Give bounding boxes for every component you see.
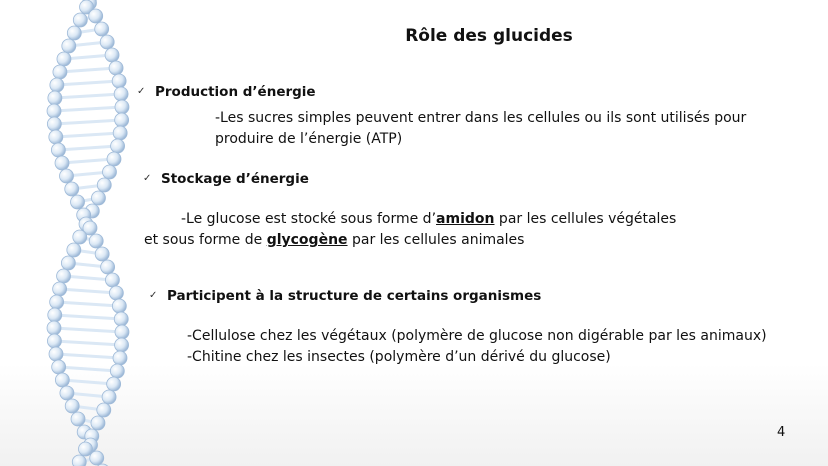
dna-bead [78,442,92,456]
dna-bead [111,139,125,153]
dna-bead [47,104,61,118]
dna-rung [54,328,122,332]
dna-bead [73,13,87,27]
dna-helix-decoration [0,0,150,466]
dna-bead [65,182,79,196]
dna-bead [67,243,81,257]
dna-bead [110,364,124,378]
dna-rung [57,302,120,306]
body-line: -Chitine chez les insectes (polymère d’un dérivé du glucose) [187,349,611,365]
dna-bead [114,87,128,101]
dna-bead [112,74,126,88]
dna-bead [65,399,79,413]
dna-bead [109,61,123,75]
text-segment: par les cellules végétales [494,211,677,227]
text-segment: -Le glucose est stocké sous forme d’ [181,211,437,227]
dna-bead [115,338,129,352]
body-line: -Cellulose chez les végétaux (polymère de glucose non digérable par les animaux) [187,328,767,344]
dna-bead [55,156,69,170]
dna-rung [60,68,116,72]
dna-bead [49,130,63,144]
dna-bead [114,312,128,326]
dna-bead [97,178,111,192]
dna-bead [55,373,69,387]
body-line: produire de l’énergie (ATP) [215,131,403,147]
dna-rung [56,133,120,137]
dna-bead [60,169,74,183]
dna-bead [90,451,104,465]
section-heading-energy-production: Production d’énergie [155,84,316,100]
dna-bead [71,412,85,426]
dna-bead [105,273,119,287]
dna-bead [115,325,129,339]
dna-bead [91,191,105,205]
dna-bead [109,286,123,300]
bullet-icon: ✓ [143,173,152,184]
dna-bead [61,256,75,270]
section-heading-structure: Participent à la structure de certains organismes [167,288,542,304]
dna-bead [50,295,64,309]
body-line: -Les sucres simples peuvent entrer dans les cellules ou ils sont utilisés pour [215,110,747,126]
dna-rung [56,354,120,358]
dna-bead [51,143,65,157]
keyword-glycogene: glycogène [266,232,348,248]
bullet-icon: ✓ [137,86,146,97]
dna-rung [59,367,118,371]
section-heading-energy-storage: Stockage d’énergie [161,171,309,187]
dna-bead [49,347,63,361]
dna-bead [101,260,115,274]
dna-rung [54,107,122,111]
dna-bead [73,230,87,244]
dna-rung [55,94,121,98]
text-segment: par les cellules animales [347,232,525,248]
body-line [181,209,676,230]
dna-bead [89,234,103,248]
dna-rung [54,341,121,345]
dna-rung [62,380,113,384]
dna-bead [91,416,105,430]
dna-rung [57,81,119,85]
dna-bead [72,455,86,466]
body-line [144,230,524,251]
dna-bead [113,126,127,140]
dna-bead [107,377,121,391]
dna-rung [60,289,117,293]
dna-bead [113,351,127,365]
dna-bead [48,308,62,322]
dna-bead [115,100,129,114]
dna-bead [53,65,67,79]
dna-bead [102,390,116,404]
dna-bead [95,247,109,261]
dna-bead [112,299,126,313]
dna-bead [47,117,61,131]
dna-bead [60,386,74,400]
dna-rung [55,315,121,319]
dna-rung [58,146,117,150]
page-number: 4 [777,425,786,440]
text-segment: et sous forme de [144,232,267,248]
dna-bead [47,334,61,348]
dna-bead [53,282,67,296]
dna-bead [57,52,71,66]
dna-bead [115,113,129,127]
dna-bead [50,78,64,92]
dna-bead [105,48,119,62]
dna-bead [97,403,111,417]
bullet-icon: ✓ [149,290,158,301]
dna-rung [54,120,121,124]
dna-bead [47,321,61,335]
slide-title: Rôle des glucides [405,26,573,46]
dna-bead [107,152,121,166]
dna-bead [102,165,116,179]
dna-bead [52,360,66,374]
dna-bead [57,269,71,283]
dna-bead [71,195,85,209]
dna-bead [48,91,62,105]
dna-rung [62,159,114,163]
keyword-amidon: amidon [436,211,495,227]
dna-bead [89,9,103,23]
